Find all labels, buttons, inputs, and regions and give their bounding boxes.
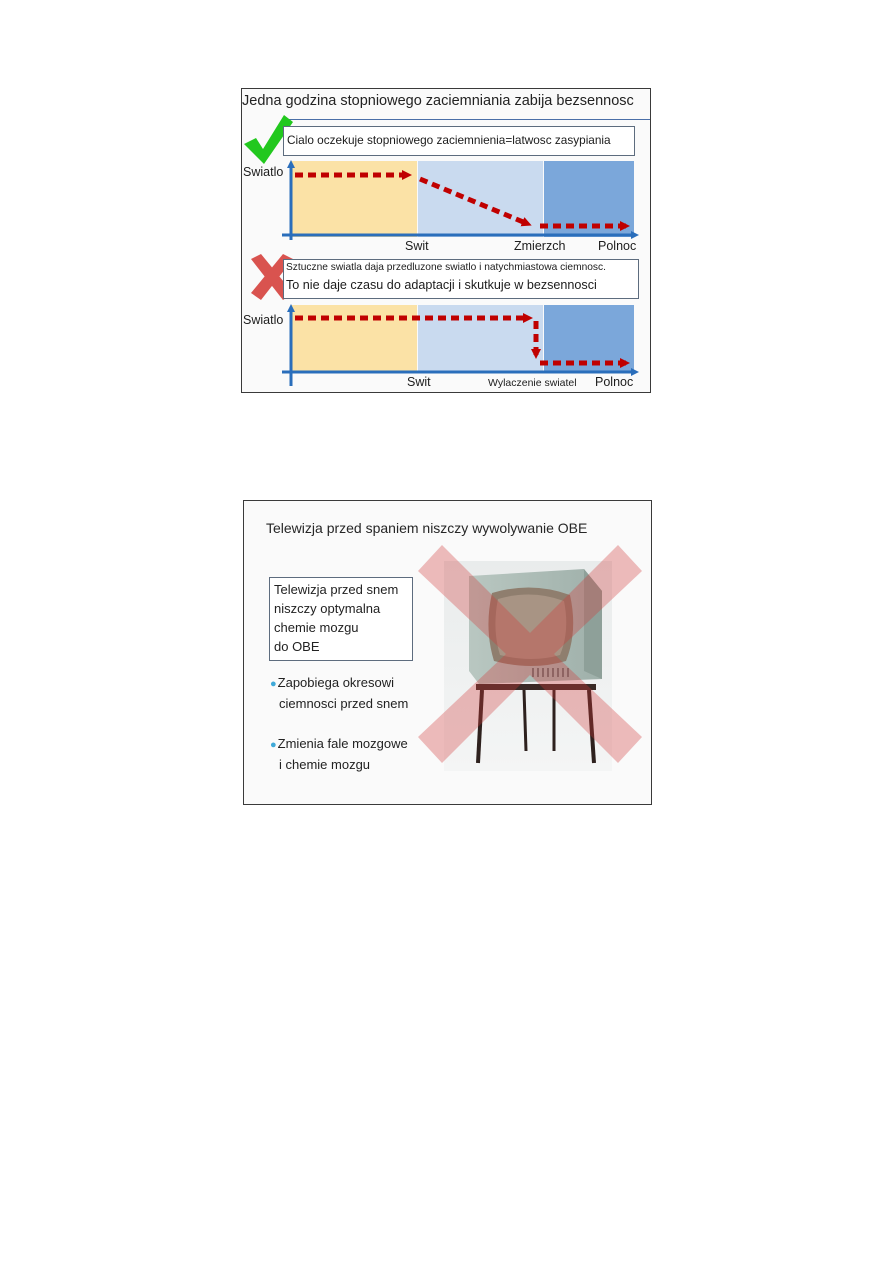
caption-good: Cialo oczekuje stopniowego zaciemnienia=latwosc zasypiania	[283, 126, 635, 156]
bullet-item	[270, 673, 408, 713]
bullet-text: Zapobiega okresowi	[277, 675, 395, 690]
band-day	[291, 305, 417, 373]
x-label-polnoc: Polnoc	[595, 375, 634, 389]
caption-bad	[283, 259, 639, 299]
y-axis-label: Swiatlo	[243, 165, 284, 179]
x-label-zmierzch: Zmierzch	[514, 239, 566, 253]
box-line: chemie mozgu	[274, 620, 359, 635]
bullet-dot-icon: ●	[270, 739, 277, 751]
box-line: Telewizja przed snem	[274, 582, 399, 597]
tv-statement-box	[269, 577, 413, 661]
caption-bad-line2: To nie daje czasu do adaptacji i skutkuje w bezsennosci	[286, 278, 597, 292]
x-label-lights-off: Wylaczenie swiatel	[488, 377, 577, 389]
slide-tv-before-sleep	[243, 500, 652, 805]
band-lit	[418, 305, 543, 373]
x-label-polnoc: Polnoc	[598, 239, 637, 253]
band-dusk	[418, 161, 543, 237]
x-label-swit: Swit	[405, 239, 429, 253]
cross-icon	[418, 545, 642, 763]
slide1-title: Jedna godzina stopniowego zaciemniania zabija bezsennosc	[242, 93, 634, 109]
caption-bad-line1: Sztuczne swiatla daja przedluzone swiatlo i natychmiastowa ciemnosc.	[286, 262, 606, 273]
box-line: niszczy optymalna	[274, 601, 381, 616]
band-day	[291, 161, 417, 237]
slide-gradual-darkening	[241, 88, 651, 393]
box-line: do OBE	[274, 639, 320, 654]
bullet-text: i chemie mozgu	[279, 757, 371, 772]
y-axis-label: Swiatlo	[243, 313, 284, 327]
bullet-dot-icon: ●	[270, 678, 277, 690]
bullet-text: Zmienia fale mozgowe	[277, 736, 408, 751]
bullet-text: ciemnosci przed snem	[279, 696, 409, 711]
slide2-title: Telewizja przed spaniem niszczy wywolywanie OBE	[266, 520, 588, 536]
x-label-swit: Swit	[407, 375, 431, 389]
bullet-item	[270, 734, 408, 774]
